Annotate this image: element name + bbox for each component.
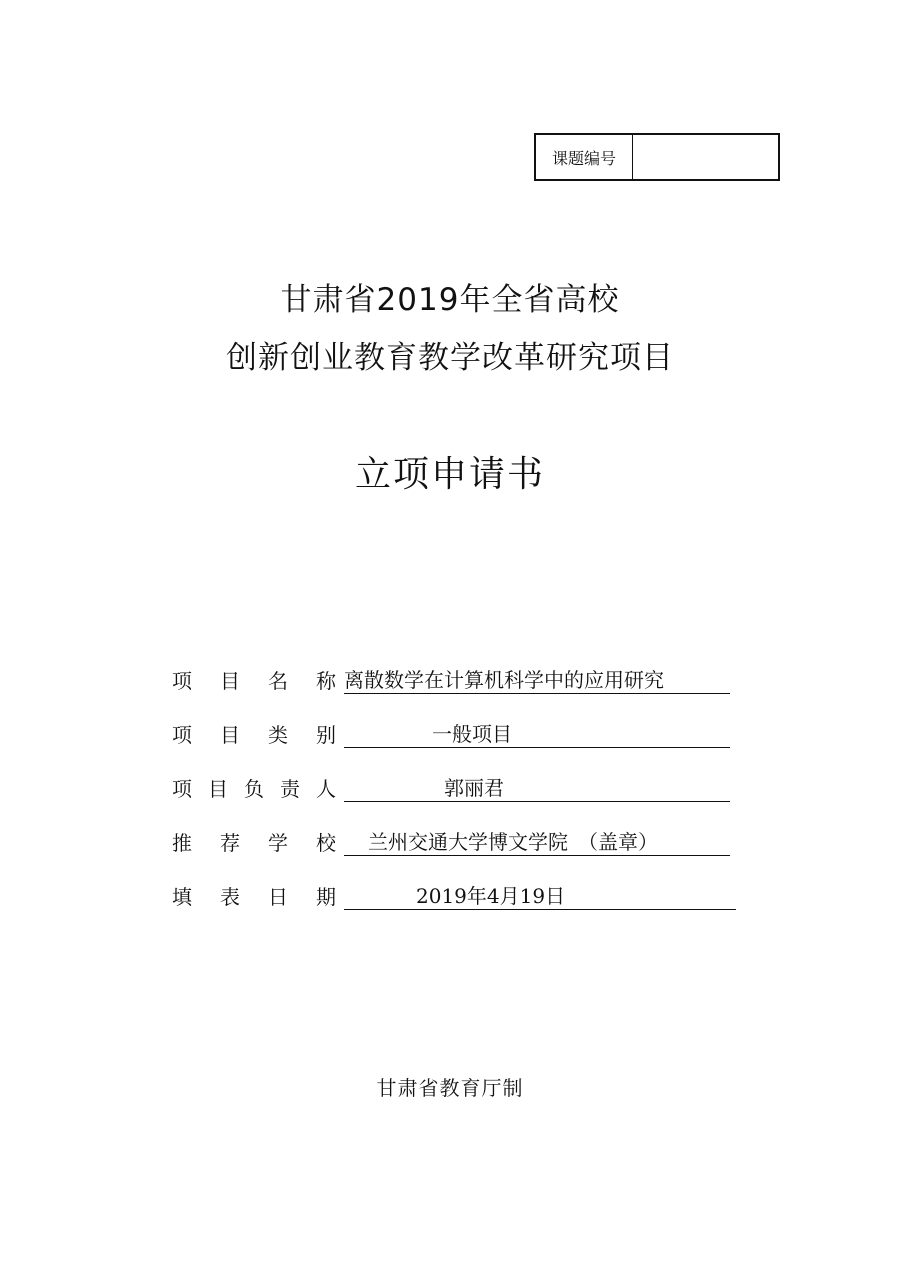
field-fill-date	[172, 880, 736, 910]
field-project-category	[172, 718, 730, 748]
field-label: 推 荐 学 校	[172, 831, 336, 855]
field-value-recommending-school: 兰州交通大学博文学院 （盖章）	[344, 830, 730, 856]
field-value-fill-date: 2019年4月19日	[344, 884, 736, 910]
project-code-label: 课题编号	[536, 135, 633, 179]
document-title-line2: 创新创业教育教学改革研究项目	[226, 340, 674, 376]
field-recommending-school	[172, 826, 730, 856]
field-label: 项 目 负 责 人	[172, 777, 336, 801]
field-label: 项 目 名 称	[172, 669, 336, 693]
document-main-title: 立项申请书	[354, 454, 545, 495]
project-code-value	[633, 135, 778, 179]
field-value-project-category: 一般项目	[344, 722, 730, 748]
project-code-box	[534, 133, 780, 181]
field-label: 填 表 日 期	[172, 885, 336, 909]
field-value-project-leader: 郭丽君	[344, 776, 730, 802]
field-label: 项 目 类 别	[172, 723, 336, 747]
field-value-project-name: 离散数学在计算机科学中的应用研究	[344, 668, 730, 694]
field-project-leader	[172, 772, 730, 802]
field-project-name	[172, 664, 730, 694]
issuer-footer: 甘肃省教育厅制	[376, 1076, 524, 1100]
document-title-line1: 甘肃省2019年全省高校	[280, 282, 620, 318]
